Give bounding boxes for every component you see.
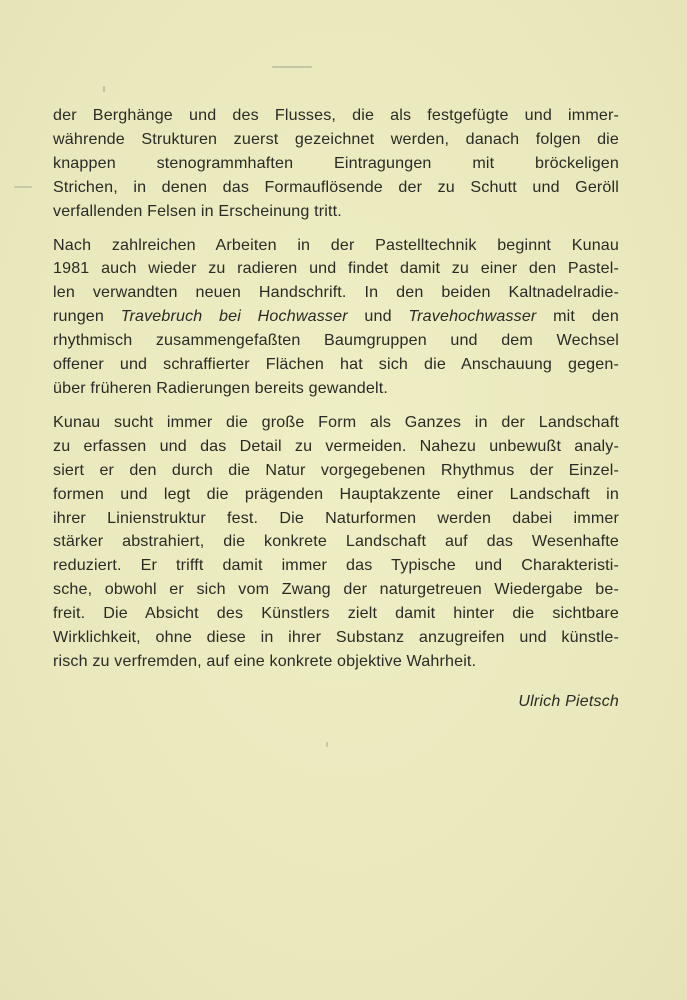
text-line: zu erfassen und das Detail zu vermeiden. Nahezu unbewußt analy- — [53, 436, 619, 455]
text-line: reduziert. Er trifft damit immer das Typische und Charakteristi- — [53, 556, 619, 575]
text-line: siert er den durch die Natur vorgegebenen Rhythmus der Einzel- — [53, 460, 619, 479]
paper-speck-left — [103, 86, 105, 92]
text-line: formen und legt die prägenden Hauptakzente einer Landschaft in — [53, 484, 619, 503]
paragraph-2 — [53, 234, 619, 401]
text-run: und — [347, 307, 409, 326]
text-line: knappen stenogrammhaften Eintragungen mit bröckeligen — [53, 153, 619, 172]
text-run: rungen — [53, 307, 121, 326]
text-line-with-titles — [53, 305, 619, 329]
text-line: Wirklichkeit, ohne diese in ihrer Substanz anzugreifen und künstle- — [53, 628, 619, 647]
author-signature: Ulrich Pietsch — [518, 693, 619, 710]
text-line: risch zu verfremden, auf eine konkrete objektive Wahrheit. — [53, 651, 477, 670]
text-line: Kunau sucht immer die große Form als Ganzes in der Landschaft — [53, 412, 619, 431]
text-line: Strichen, in denen das Formauflösende der zu Schutt und Geröll — [53, 177, 619, 196]
paragraph-1 — [53, 104, 619, 224]
text-line: ihrer Linienstruktur fest. Die Naturformen werden dabei immer — [53, 508, 619, 527]
paper-speck-top — [272, 66, 312, 68]
artwork-title-1: Travebruch bei Hochwasser — [120, 307, 348, 326]
text-line: verfallenden Felsen in Erscheinung tritt. — [53, 201, 342, 220]
text-line: Nach zahlreichen Arbeiten in der Pastelltechnik beginnt Kunau — [53, 235, 619, 254]
paper-speck-bottom — [326, 742, 328, 747]
text-line: len verwandten neuen Handschrift. In den beiden Kaltnadelradie- — [53, 283, 619, 302]
text-line: offener und schraffierter Flächen hat sich die Anschauung gegen- — [53, 355, 619, 374]
text-line: 1981 auch wieder zu radieren und findet damit zu einer den Pastel- — [53, 259, 619, 278]
text-line: freit. Die Absicht des Künstlers zielt damit hinter die sichtbare — [53, 604, 619, 623]
artwork-title-2: Travehochwasser — [408, 307, 537, 326]
text-line: sche, obwohl er sich vom Zwang der naturgetreuen Wiedergabe be- — [53, 580, 619, 599]
text-run: mit den — [536, 307, 620, 326]
text-line: über früheren Radierungen bereits gewandelt. — [53, 378, 388, 397]
text-line: der Berghänge und des Flusses, die als festgefügte und immer- — [53, 106, 619, 124]
text-line: währende Strukturen zuerst gezeichnet werden, danach folgen die — [53, 129, 619, 148]
paper-speck-margin — [14, 186, 32, 188]
essay-text — [53, 104, 619, 684]
text-line: rhythmisch zusammengefaßten Baumgruppen und dem Wechsel — [53, 331, 619, 350]
text-line: stärker abstrahiert, die konkrete Landschaft auf das Wesenhafte — [53, 532, 619, 551]
paragraph-3 — [53, 411, 619, 674]
